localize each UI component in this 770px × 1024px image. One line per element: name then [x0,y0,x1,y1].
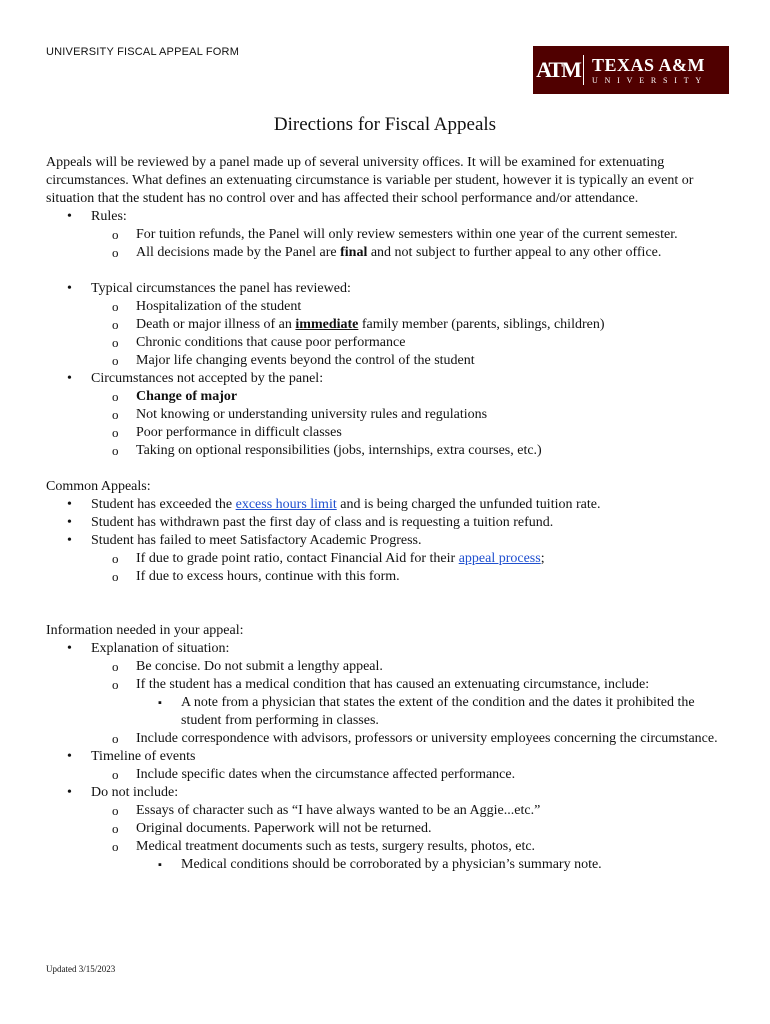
rules-list [46,208,736,262]
list-item: o Original documents. Paperwork will not be returned. [91,820,736,838]
tamu-logo [533,46,729,94]
information-heading: Information needed in your appeal: [46,623,244,638]
atm-logo-mark: ATM [536,57,580,82]
emphasis-change-of-major: Change of major [136,389,238,404]
logo-text-university: UNIVERSITY [592,75,708,85]
list-item: o Death or major illness of an immediate family member (parents, siblings, children) [91,316,736,334]
logo-text-texas-am: TEXAS A&M [592,54,706,75]
list-item: ▪ A note from a physician that states the extent of the condition and the dates it prohibited the student from performing in classes. [136,694,736,730]
list-item: o All decisions made by the Panel are final and not subject to further appeal to any other office. [91,244,736,262]
rules-label: Rules: [91,209,127,224]
common-appeals-list [46,496,736,586]
information-list [46,640,736,874]
list-item: o Major life changing events beyond the control of the student [91,352,736,370]
list-item: • Student has withdrawn past the first day of class and is requesting a tuition refund. [46,514,736,532]
list-item: o Taking on optional responsibilities (jobs, internships, extra courses, etc.) [91,442,736,460]
list-item: o Chronic conditions that cause poor performance [91,334,736,352]
appeal-process-link[interactable]: appeal process [458,551,541,566]
page-title: Directions for Fiscal Appeals [273,114,497,135]
list-item [91,388,736,406]
circumstances-list [46,280,736,460]
list-item: ▪ Medical conditions should be corroborated by a physician’s summary note. [136,856,736,874]
emphasis-immediate: immediate [295,317,359,332]
list-item: o Not knowing or understanding university rules and regulations [91,406,736,424]
list-item: • Student has exceeded the excess hours limit and is being charged the unfunded tuition rate. [46,496,736,514]
list-item: o Medical treatment documents such as tests, surgery results, photos, etc. ▪ Medical conditions should be corroborated by a physician’s summary note. [91,838,736,874]
rules-item [46,208,736,262]
list-item: o Hospitalization of the student [91,298,736,316]
list-item: o Include specific dates when the circumstance affected performance. [91,766,736,784]
list-item: o Be concise. Do not submit a lengthy appeal. [91,658,736,676]
not-accepted-label: Circumstances not accepted by the panel: [91,371,324,386]
list-item: • Timeline of events o Include specific dates when the circumstance affected performance. [46,748,736,784]
typical-item [46,280,736,370]
intro-paragraph: Appeals will be reviewed by a panel made up of several university offices. It will be examined for extenuating circumstances. What defines an extenuating circumstance is variable per student, however it is typically an event or situation that the student has no control over and has affected their school performance and/or attendance. [46,155,694,206]
common-appeals-heading: Common Appeals: [46,479,151,494]
list-item: o For tuition refunds, the Panel will only review semesters within one year of the current semester. [91,226,736,244]
list-item: o Include correspondence with advisors, professors or university employees concerning the circumstance. [91,730,736,748]
form-label: UNIVERSITY FISCAL APPEAL FORM [46,46,240,58]
emphasis-final: final [340,245,368,260]
list-item: o If the student has a medical condition that has caused an extenuating circumstance, include: ▪ A note from a physician that states the extent of the condition and the dates it prohibited the student from performing in classes. [91,676,736,730]
list-item: o If due to excess hours, continue with this form. [91,568,736,586]
list-item: • Student has failed to meet Satisfactory Academic Progress. o If due to grade point ratio, contact Financial Aid for their appeal process; o If due to excess hours, continue with this form. [46,532,736,586]
excess-hours-link[interactable]: excess hours limit [235,497,337,512]
list-item: • Explanation of situation: o Be concise. Do not submit a lengthy appeal. o If the student has a medical condition that has caused an extenuating circumstance, include: ▪ A note from a physician that states the extent of the condition and the dates it prohibited the student from performing in classes. o Include correspondence with advisors, professors or university employees concerning the circumstance. [46,640,736,748]
updated-date: Updated 3/15/2023 [46,964,116,974]
list-item: o Essays of character such as “I have always wanted to be an Aggie...etc.” [91,802,736,820]
list-item: • Do not include: o Essays of character such as “I have always wanted to be an Aggie...etc.” o Original documents. Paperwork will not be returned. o Medical treatment documents such as tests, surgery results, photos, etc. ▪ Medical conditions should be corroborated by a physician’s summary note. [46,784,736,874]
document-body [46,154,736,874]
typical-label: Typical circumstances the panel has reviewed: [91,281,351,296]
not-accepted-item [46,370,736,460]
list-item: o Poor performance in difficult classes [91,424,736,442]
logo-divider [583,55,584,85]
list-item: o If due to grade point ratio, contact Financial Aid for their appeal process; [91,550,736,568]
